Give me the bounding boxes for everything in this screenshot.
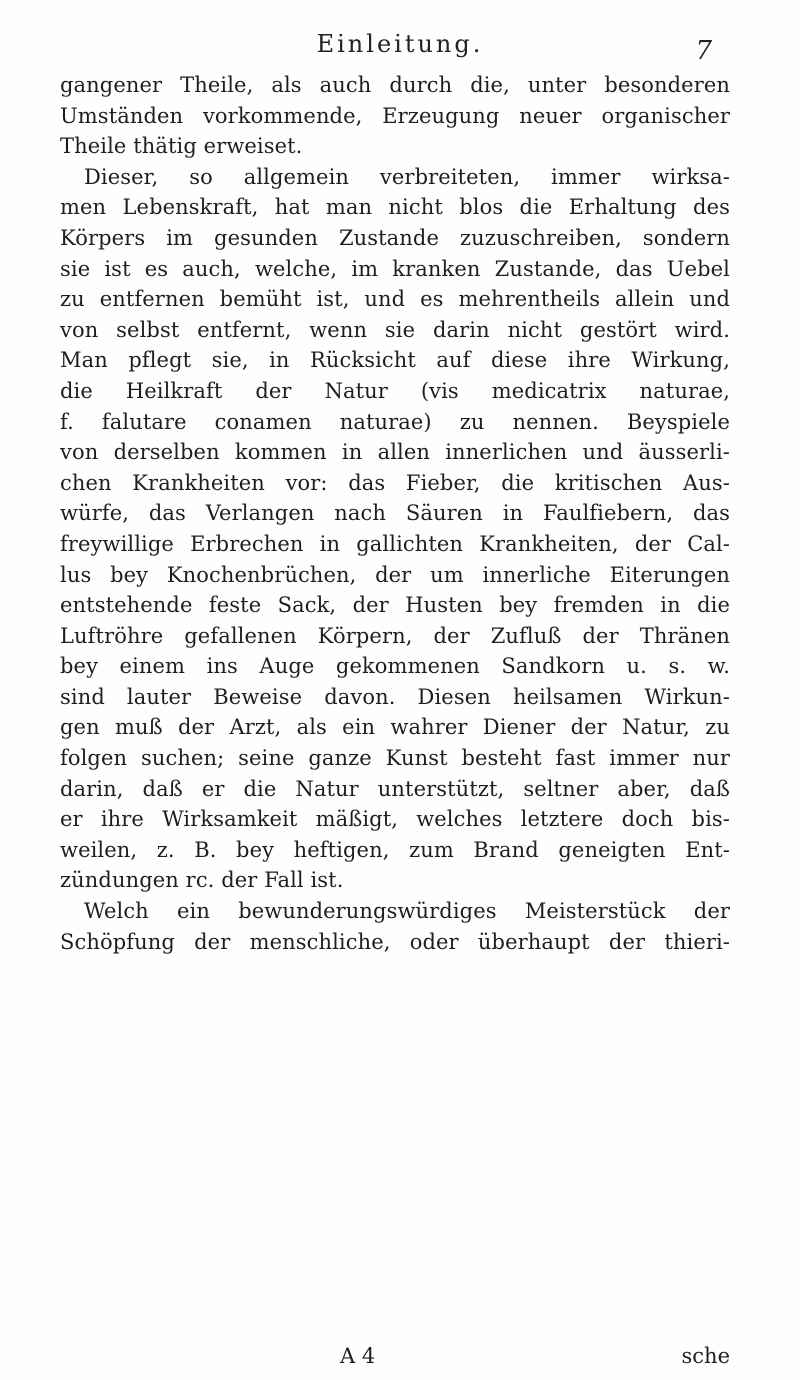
text-line: f. falutare conamen naturae) zu nennen. Beyspiele [60, 409, 730, 434]
catchword: sche [681, 1344, 730, 1368]
text-line: darin, daß er die Natur unterstützt, seltner aber, daß [60, 776, 730, 801]
text-line: sie ist es auch, welche, im kranken Zustande, das Uebel [60, 256, 730, 281]
text-line: zu entfernen bemüht ist, und es mehrentheils allein und [60, 287, 730, 312]
text-line: gen muß der Arzt, als ein wahrer Diener der Natur, zu [60, 715, 730, 740]
text-line: freywillige Erbrechen in gallichten Krankheiten, der Cal- [60, 531, 730, 556]
text-line: chen Krankheiten vor: das Fieber, die kritischen Aus- [60, 470, 730, 495]
text-line: zündungen rc. der Fall ist. [60, 868, 344, 893]
text-line: men Lebenskraft, hat man nicht blos die Erhaltung des [60, 195, 730, 220]
text-line: von derselben kommen in allen innerlichen und äusserli- [60, 440, 730, 465]
text-line: gangener Theile, als auch durch die, unter besonderen [60, 73, 730, 97]
text-line: Theile thätig erweiset. [60, 134, 303, 159]
body-text [60, 70, 730, 957]
text-line: er ihre Wirksamkeit mäßigt, welches letztere doch bis- [60, 807, 730, 832]
text-line: folgen suchen; seine ganze Kunst besteht fast immer nur [60, 746, 730, 771]
page-footer [60, 1341, 730, 1371]
text-line: Man pflegt sie, in Rücksicht auf diese ihre Wirkung, [60, 348, 730, 373]
running-title: Einleitung. [316, 30, 484, 58]
text-line: Umständen vorkommende, Erzeugung neuer organischer [60, 103, 730, 128]
text-line: Luftröhre gefallenen Körpern, der Zufluß der Thränen [60, 623, 730, 648]
text-line: sind lauter Beweise davon. Diesen heilsamen Wirkun- [60, 684, 730, 709]
printer-signature: A 4 [340, 1344, 376, 1368]
text-line: von selbst entfernt, wenn sie darin nicht gestört wird. [60, 317, 730, 342]
text-line: Welch ein bewunderungswürdiges Meisterstück der [84, 899, 730, 924]
page-number: 7 [695, 36, 712, 66]
text-line: Schöpfung der menschliche, oder überhaupt der thieri- [60, 929, 730, 954]
text-line: Dieser, so allgemein verbreiteten, immer wirksa- [84, 164, 730, 189]
text-line: entstehende feste Sack, der Husten bey fremden in die [60, 593, 730, 618]
text-line: würfe, das Verlangen nach Säuren in Faulfiebern, das [60, 501, 730, 526]
page-header [0, 28, 800, 68]
text-line: Körpers im gesunden Zustande zuzuschreiben, sondern [60, 225, 730, 250]
text-line: lus bey Knochenbrüchen, der um innerliche Eiterungen [60, 562, 730, 587]
text-line-heilkraft: die Heilkraft der Natur (vis medicatrix naturae, [60, 378, 730, 403]
text-line: bey einem ins Auge gekommenen Sandkorn u. s. w. [60, 654, 730, 679]
text-line: weilen, z. B. bey heftigen, zum Brand geneigten Ent- [60, 837, 730, 862]
